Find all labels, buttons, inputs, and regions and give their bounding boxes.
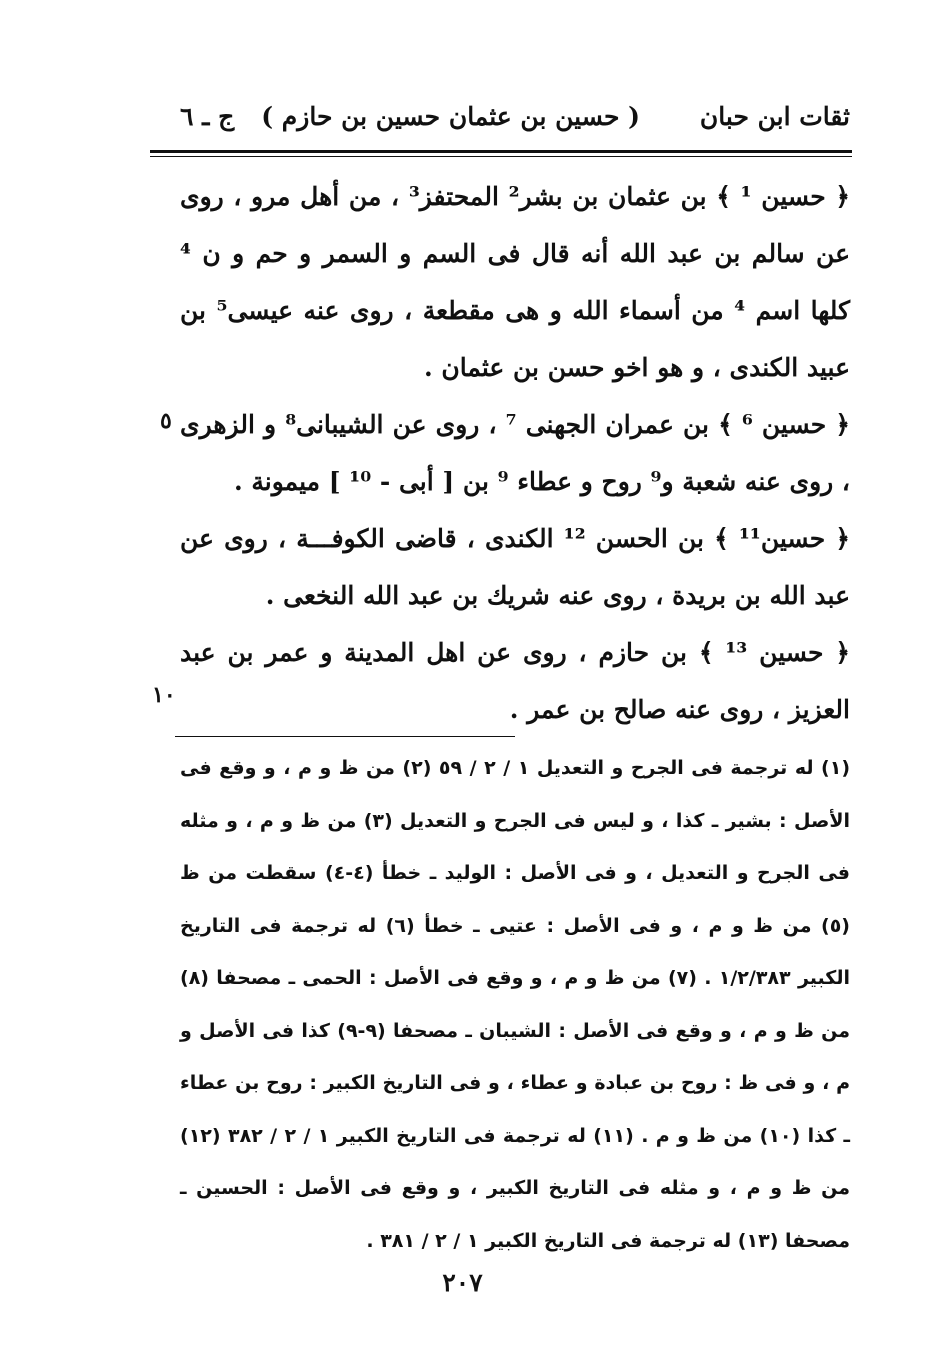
entry-husain-bin-al-hasan: ﴿ حسين¹¹ ﴾ بن الحسن ¹² الكندى ، قاضى الكوفـــة ، روى عن عبد الله بن بريدة ، روى عنه شريك بن عبد الله النخعى . — [180, 524, 850, 610]
footnotes — [180, 742, 850, 1267]
entry-husain-bin-uthman: ﴿ حسين ¹ ﴾ بن عثمان بن بشر² المحتفز³ ، من أهل مرو ، روى عن سالم بن عبد الله أنه قال فى السم و السمر و حم و ن ⁴ كلها اسم ⁴ من أسماء الله و هى مقطعة ، روى عنه عيسى⁵ بن عبيد الكندى ، و هو اخو حسن بن عثمان . — [180, 182, 850, 382]
header-rule-thin — [150, 156, 852, 157]
line-number-5: ٥ — [160, 408, 172, 434]
page-number: ٢٠٧ — [442, 1268, 483, 1297]
main-text — [180, 168, 850, 738]
header-entry-range: ( حسين بن عثمان حسين بن حازم ) — [261, 102, 640, 131]
footnote-text: (١) له ترجمة فى الجرح و التعديل ١ / ٢ / ٥٩ (٢) من ظ و م ، و وقع فى الأصل : بشير ـ كذا ، و ليس فى الجرح و التعديل (٣) من ظ و م ، و مثله فى الجرح و التعديل ، و فى الأصل : الوليد ـ خطأ (٤-٤) سقطت من ظ (٥) من ظ و م ، و فى الأصل : عتيى ـ خطأ (٦) له ترجمة فى التاريخ الكبير ١/٢/٣٨٣ . (٧) من ظ و م ، و وقع فى الأصل : الحمى ـ مصحفا (٨) من ظ و م ، و وقع فى الأصل : الشيبان ـ مصحفا (٩-٩) كذا فى الأصل و م ، و فى ظ : روح بن عبادة و عطاء ، و فى التاريخ الكبير : روح بن عطاء ـ كذا (١٠) من ظ و م . (١١) له ترجمة فى التاريخ الكبير ١ / ٢ / ٣٨٢ (١٢) من ظ و م ، و مثله فى التاريخ الكبير ، و وقع فى الأصل : الحسين ـ مصحفا (١٣) له ترجمة فى التاريخ الكبير ١ / ٢ / ٣٨١ . — [180, 757, 851, 1252]
entry-husain-bin-imran: ﴿ حسين ⁶ ﴾ بن عمران الجهنى ⁷ ، روى عن الشيبانى⁸ و الزهرى ، روى عنه شعبة و⁹ روح و عطاء ⁹ بن [ أبى - ¹⁰ ] ميمونة . — [180, 410, 850, 496]
header-book-title: ثقات ابن حبان — [699, 102, 850, 131]
entry-husain-bin-hazim: ﴿ حسين ¹³ ﴾ بن حازم ، روى عن اهل المدينة و عمر بن عبد العزيز ، روى عنه صالح بن عمر . — [180, 638, 850, 724]
line-number-10: ١٠ — [152, 682, 176, 708]
header-volume: ج ـ ٦ — [180, 102, 235, 131]
running-header — [150, 92, 850, 148]
header-rule — [150, 150, 852, 153]
footnote-rule — [175, 736, 515, 737]
